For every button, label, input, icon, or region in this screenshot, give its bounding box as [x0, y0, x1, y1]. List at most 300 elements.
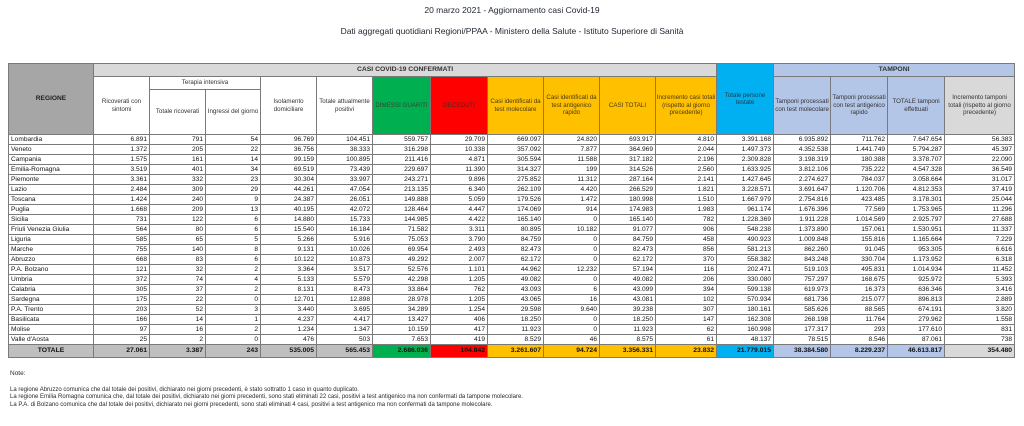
table-row: [9, 145, 1015, 155]
value-cell: 8: [206, 245, 261, 255]
value-cell: 2.493: [431, 245, 488, 255]
value-cell: 8.229.237: [831, 345, 888, 358]
value-cell: 37: [150, 285, 206, 295]
col-header-casi-totali: CASI TOTALI: [600, 77, 656, 135]
value-cell: 52: [150, 305, 206, 315]
value-cell: 157.061: [831, 225, 888, 235]
value-cell: 49.082: [600, 275, 656, 285]
value-cell: 519.103: [774, 265, 831, 275]
value-cell: 61: [656, 335, 717, 345]
value-cell: 7.877: [544, 145, 600, 155]
col-header-tamponi-totale: TOTALE tamponi effettuati: [888, 77, 945, 135]
value-cell: 5: [206, 235, 261, 245]
value-cell: 668: [94, 255, 150, 265]
value-cell: 1.101: [431, 265, 488, 275]
table-row: [9, 275, 1015, 285]
value-cell: 9: [206, 195, 261, 205]
value-cell: 10.159: [373, 325, 431, 335]
value-cell: 161: [150, 155, 206, 165]
value-cell: 275.852: [488, 175, 544, 185]
value-cell: 8.131: [261, 285, 317, 295]
value-cell: 1.424: [94, 195, 150, 205]
value-cell: 6.891: [94, 135, 150, 145]
value-cell: 18.250: [600, 315, 656, 325]
col-header-dimessi-guariti: DIMESSI GUARITI: [373, 77, 431, 135]
value-cell: 1.120.706: [831, 185, 888, 195]
value-cell: 23.832: [656, 345, 717, 358]
table-row: [9, 315, 1015, 325]
col-header-tamponi-molecolare: Tamponi processati con test molecolare: [774, 77, 831, 135]
value-cell: 1.667.979: [717, 195, 774, 205]
value-cell: 490.923: [717, 235, 774, 245]
value-cell: 11.452: [945, 265, 1015, 275]
value-cell: 5.916: [317, 235, 373, 245]
region-name-cell: Marche: [9, 245, 94, 255]
value-cell: 4.352.538: [774, 145, 831, 155]
region-name-cell: Sardegna: [9, 295, 94, 305]
value-cell: 354.480: [945, 345, 1015, 358]
value-cell: 314.526: [600, 165, 656, 175]
value-cell: 116: [656, 265, 717, 275]
value-cell: 104.842: [431, 345, 488, 358]
value-cell: 11.588: [544, 155, 600, 165]
value-cell: 1.821: [656, 185, 717, 195]
value-cell: 401: [150, 165, 206, 175]
value-cell: 46: [544, 335, 600, 345]
value-cell: 4.422: [431, 215, 488, 225]
value-cell: 406: [431, 315, 488, 325]
value-cell: 3.695: [317, 305, 373, 315]
value-cell: 906: [656, 225, 717, 235]
value-cell: 88.565: [831, 305, 888, 315]
value-cell: 16: [544, 295, 600, 305]
value-cell: 3.198.319: [774, 155, 831, 165]
value-cell: 1.530.951: [888, 225, 945, 235]
table-row: [9, 255, 1015, 265]
region-name-cell: P.A. Bolzano: [9, 265, 94, 275]
value-cell: 174.983: [600, 205, 656, 215]
value-cell: 731: [94, 215, 150, 225]
value-cell: 317.182: [600, 155, 656, 165]
value-cell: 1.228.369: [717, 215, 774, 225]
value-cell: 8.575: [600, 335, 656, 345]
value-cell: 843.248: [774, 255, 831, 265]
value-cell: 24.820: [544, 135, 600, 145]
value-cell: 314.327: [488, 165, 544, 175]
value-cell: 49.082: [488, 275, 544, 285]
value-cell: 266.529: [600, 185, 656, 195]
value-cell: 44.261: [261, 185, 317, 195]
value-cell: 34: [206, 165, 261, 175]
value-cell: 74: [150, 275, 206, 285]
value-cell: 762: [431, 285, 488, 295]
value-cell: 1.510: [656, 195, 717, 205]
value-cell: 419: [431, 335, 488, 345]
value-cell: 21.779.015: [717, 345, 774, 358]
value-cell: 279.962: [888, 315, 945, 325]
value-cell: 4: [206, 275, 261, 285]
table-row: [9, 225, 1015, 235]
value-cell: 6: [206, 255, 261, 265]
region-name-cell: Friuli Venezia Giulia: [9, 225, 94, 235]
region-name-cell: Puglia: [9, 205, 94, 215]
value-cell: 961.174: [717, 205, 774, 215]
band-tamponi: TAMPONI: [774, 64, 1015, 77]
value-cell: 6.935.892: [774, 135, 831, 145]
value-cell: 26.051: [317, 195, 373, 205]
value-cell: 669.097: [488, 135, 544, 145]
value-cell: 65: [150, 235, 206, 245]
value-cell: 11.923: [600, 325, 656, 335]
value-cell: 738: [945, 335, 1015, 345]
value-cell: 11.312: [544, 175, 600, 185]
table-row: [9, 305, 1015, 315]
value-cell: 1.205: [431, 295, 488, 305]
value-cell: 9.896: [431, 175, 488, 185]
value-cell: 121: [94, 265, 150, 275]
value-cell: 2.925.797: [888, 215, 945, 225]
value-cell: 11.764: [831, 315, 888, 325]
value-cell: 38.333: [317, 145, 373, 155]
value-cell: 162.308: [717, 315, 774, 325]
value-cell: 213.135: [373, 185, 431, 195]
table-row: [9, 135, 1015, 145]
value-cell: 305: [94, 285, 150, 295]
value-cell: 1.575: [94, 155, 150, 165]
value-cell: 43.065: [488, 295, 544, 305]
value-cell: 0: [544, 235, 600, 245]
value-cell: 6: [206, 225, 261, 235]
col-header-casi-molecolare: Casi identificati da test molecolare: [488, 77, 544, 135]
report-header: [0, 5, 1024, 36]
value-cell: 240: [150, 195, 206, 205]
value-cell: 495.831: [831, 265, 888, 275]
value-cell: 1.911.228: [774, 215, 831, 225]
region-name-cell: Lombardia: [9, 135, 94, 145]
value-cell: 205: [150, 145, 206, 155]
value-cell: 1.014.569: [831, 215, 888, 225]
value-cell: 3.416: [945, 285, 1015, 295]
value-cell: 2.686.036: [373, 345, 431, 358]
value-cell: 896.813: [888, 295, 945, 305]
col-header-deceduti: DECEDUTI: [431, 77, 488, 135]
col-header-persone-testate: Totale persone testate: [717, 64, 774, 135]
value-cell: 2.484: [94, 185, 150, 195]
value-cell: 1.472: [544, 195, 600, 205]
value-cell: 5.579: [317, 275, 373, 285]
value-cell: 100.895: [317, 155, 373, 165]
value-cell: 1.753.965: [888, 205, 945, 215]
value-cell: 619.973: [774, 285, 831, 295]
value-cell: 2.754.816: [774, 195, 831, 205]
value-cell: 0: [544, 325, 600, 335]
page-title: 20 marzo 2021 - Aggiornamento casi Covid-19: [424, 5, 600, 15]
value-cell: 16.373: [831, 285, 888, 295]
value-cell: 96.769: [261, 135, 317, 145]
region-name-cell: TOTALE: [9, 345, 94, 358]
value-cell: 165.140: [600, 215, 656, 225]
notes-heading: Note:: [10, 370, 26, 377]
value-cell: 6: [206, 215, 261, 225]
value-cell: 45.397: [945, 145, 1015, 155]
value-cell: 1: [206, 315, 261, 325]
value-cell: 9.640: [544, 305, 600, 315]
value-cell: 69.519: [261, 165, 317, 175]
value-cell: 372: [94, 275, 150, 285]
value-cell: 7.653: [373, 335, 431, 345]
value-cell: 581.213: [717, 245, 774, 255]
value-cell: 3.519: [94, 165, 150, 175]
value-cell: 0: [544, 275, 600, 285]
value-cell: 10.873: [317, 255, 373, 265]
value-cell: 3.361: [94, 175, 150, 185]
value-cell: 3.440: [261, 305, 317, 315]
value-cell: 15.540: [261, 225, 317, 235]
value-cell: 914: [544, 205, 600, 215]
value-cell: 202.471: [717, 265, 774, 275]
value-cell: 24.387: [261, 195, 317, 205]
region-name-cell: Valle d'Aosta: [9, 335, 94, 345]
value-cell: 2.274.627: [774, 175, 831, 185]
value-cell: 1.234: [261, 325, 317, 335]
value-cell: 174.069: [488, 205, 544, 215]
value-cell: 13: [206, 205, 261, 215]
value-cell: 1.165.664: [888, 235, 945, 245]
region-name-cell: Liguria: [9, 235, 94, 245]
value-cell: 831: [945, 325, 1015, 335]
value-cell: 305.594: [488, 155, 544, 165]
value-cell: 34.289: [373, 305, 431, 315]
value-cell: 1.558: [945, 315, 1015, 325]
value-cell: 364.969: [600, 145, 656, 155]
value-cell: 4.810: [656, 135, 717, 145]
value-cell: 206: [656, 275, 717, 285]
note-line: La regione Emilia Romagna comunica che, dal totale dei positivi, dichiarato nei giorni precedenti, sono stati eliminati 22 casi, positivi a test antigenico ma non confermati da tampone molecolare.: [10, 394, 523, 401]
value-cell: 2.044: [656, 145, 717, 155]
value-cell: 160.998: [717, 325, 774, 335]
value-cell: 4.420: [544, 185, 600, 195]
value-cell: 128.464: [373, 205, 431, 215]
value-cell: 84.759: [600, 235, 656, 245]
value-cell: 54: [206, 135, 261, 145]
notes-section: [10, 370, 523, 409]
value-cell: 177.317: [774, 325, 831, 335]
value-cell: 180.161: [717, 305, 774, 315]
table-row: [9, 165, 1015, 175]
region-name-cell: Sicilia: [9, 215, 94, 225]
value-cell: 2.309.828: [717, 155, 774, 165]
value-cell: 570.934: [717, 295, 774, 305]
value-cell: 2.196: [656, 155, 717, 165]
value-cell: 38.384.580: [774, 345, 831, 358]
page-subtitle: Dati aggregati quotidiani Regioni/PPAA - Ministero della Salute - Istituto Superiore di Sanità: [340, 26, 684, 36]
value-cell: 39.238: [600, 305, 656, 315]
value-cell: 62.172: [600, 255, 656, 265]
value-cell: 243: [206, 345, 261, 358]
value-cell: 52.576: [373, 265, 431, 275]
value-cell: 11.390: [431, 165, 488, 175]
value-cell: 3.178.301: [888, 195, 945, 205]
value-cell: 22: [206, 145, 261, 155]
value-cell: 22.090: [945, 155, 1015, 165]
value-cell: 564: [94, 225, 150, 235]
value-cell: 10.026: [317, 245, 373, 255]
value-cell: 4.237: [261, 315, 317, 325]
value-cell: 330.080: [717, 275, 774, 285]
value-cell: 25.044: [945, 195, 1015, 205]
value-cell: 29.709: [431, 135, 488, 145]
value-cell: 104.451: [317, 135, 373, 145]
col-header-attualmente-positivi: Totale attualmente positivi: [317, 77, 373, 135]
value-cell: 711.762: [831, 135, 888, 145]
col-header-incremento-tamponi: Incremento tamponi totali (rispetto al giorno precedente): [945, 77, 1015, 135]
value-cell: 69.954: [373, 245, 431, 255]
col-header-incremento-casi: Incremento casi totali (rispetto al giorno precedente): [656, 77, 717, 135]
value-cell: 33.864: [373, 285, 431, 295]
value-cell: 4.447: [431, 205, 488, 215]
region-name-cell: Campania: [9, 155, 94, 165]
value-cell: 599.138: [717, 285, 774, 295]
value-cell: 83: [150, 255, 206, 265]
value-cell: 229.697: [373, 165, 431, 175]
value-cell: 149.888: [373, 195, 431, 205]
value-cell: 862.260: [774, 245, 831, 255]
value-cell: 37.419: [945, 185, 1015, 195]
value-cell: 62: [656, 325, 717, 335]
value-cell: 40.195: [261, 205, 317, 215]
value-cell: 287.164: [600, 175, 656, 185]
value-cell: 4.812.353: [888, 185, 945, 195]
value-cell: 11.296: [945, 205, 1015, 215]
value-cell: 44.962: [488, 265, 544, 275]
col-header-ti-ingressi: Ingressi del giorno: [206, 90, 261, 135]
value-cell: 3.691.647: [774, 185, 831, 195]
value-cell: 91.045: [831, 245, 888, 255]
value-cell: 165.140: [488, 215, 544, 225]
region-name-cell: Basilicata: [9, 315, 94, 325]
value-cell: 32: [150, 265, 206, 275]
region-name-cell: Umbria: [9, 275, 94, 285]
value-cell: 558.382: [717, 255, 774, 265]
value-cell: 423.485: [831, 195, 888, 205]
value-cell: 47.054: [317, 185, 373, 195]
value-cell: 6: [544, 285, 600, 295]
band-terapia-intensiva: Terapia intensiva: [150, 77, 261, 90]
value-cell: 1.205: [431, 275, 488, 285]
value-cell: 357.092: [488, 145, 544, 155]
value-cell: 585: [94, 235, 150, 245]
value-cell: 179.526: [488, 195, 544, 205]
value-cell: 3.058.664: [888, 175, 945, 185]
value-cell: 417: [431, 325, 488, 335]
value-cell: 75.053: [373, 235, 431, 245]
value-cell: 1.983: [656, 205, 717, 215]
value-cell: 18.250: [488, 315, 544, 325]
value-cell: 1.668: [94, 205, 150, 215]
note-line: La regione Abruzzo comunica che dal totale dei positivi, dichiarato nei giorni precedenti, è stato sottratto 1 caso in quanto duplicato.: [10, 387, 359, 393]
value-cell: 1.441.749: [831, 145, 888, 155]
value-cell: 11.337: [945, 225, 1015, 235]
value-cell: 5.059: [431, 195, 488, 205]
table-row: [9, 285, 1015, 295]
value-cell: 293: [831, 325, 888, 335]
value-cell: 94.724: [544, 345, 600, 358]
value-cell: 43.099: [600, 285, 656, 295]
value-cell: 77.569: [831, 205, 888, 215]
value-cell: 80.895: [488, 225, 544, 235]
value-cell: 370: [656, 255, 717, 265]
value-cell: 203: [94, 305, 150, 315]
value-cell: 925.972: [888, 275, 945, 285]
value-cell: 1.009.848: [774, 235, 831, 245]
value-cell: 99.159: [261, 155, 317, 165]
value-cell: 565.453: [317, 345, 373, 358]
value-cell: 10.182: [544, 225, 600, 235]
value-cell: 2.560: [656, 165, 717, 175]
value-cell: 12.701: [261, 295, 317, 305]
region-name-cell: Toscana: [9, 195, 94, 205]
value-cell: 309: [150, 185, 206, 195]
value-cell: 2.007: [431, 255, 488, 265]
value-cell: 27.061: [94, 345, 150, 358]
value-cell: 6.340: [431, 185, 488, 195]
col-header-tamponi-antigenico: Tamponi processati con test antigenico rapido: [831, 77, 888, 135]
value-cell: 71.582: [373, 225, 431, 235]
value-cell: 175: [94, 295, 150, 305]
table-body: [9, 135, 1015, 358]
value-cell: 82.473: [600, 245, 656, 255]
value-cell: 13.427: [373, 315, 431, 325]
value-cell: 332: [150, 175, 206, 185]
table-row: [9, 215, 1015, 225]
value-cell: 8.473: [317, 285, 373, 295]
value-cell: 144.985: [373, 215, 431, 225]
value-cell: 476: [261, 335, 317, 345]
region-name-cell: Calabria: [9, 285, 94, 295]
region-name-cell: Emilia-Romagna: [9, 165, 94, 175]
value-cell: 307: [656, 305, 717, 315]
value-cell: 14: [206, 155, 261, 165]
value-cell: 458: [656, 235, 717, 245]
value-cell: 2.141: [656, 175, 717, 185]
value-cell: 1.427.645: [717, 175, 774, 185]
value-cell: 5.266: [261, 235, 317, 245]
value-cell: 80: [150, 225, 206, 235]
value-cell: 73.439: [317, 165, 373, 175]
value-cell: 28.978: [373, 295, 431, 305]
value-cell: 10.338: [431, 145, 488, 155]
value-cell: 211.416: [373, 155, 431, 165]
value-cell: 7.229: [945, 235, 1015, 245]
value-cell: 16.184: [317, 225, 373, 235]
value-cell: 2: [206, 325, 261, 335]
value-cell: 56.383: [945, 135, 1015, 145]
value-cell: 243.271: [373, 175, 431, 185]
value-cell: 78.515: [774, 335, 831, 345]
value-cell: 147: [656, 315, 717, 325]
value-cell: 155.816: [831, 235, 888, 245]
value-cell: 15.733: [317, 215, 373, 225]
value-cell: 2.889: [945, 295, 1015, 305]
value-cell: 1.372: [94, 145, 150, 155]
value-cell: 14: [150, 315, 206, 325]
value-cell: 0: [544, 215, 600, 225]
table-row: [9, 245, 1015, 255]
value-cell: 4.547.328: [888, 165, 945, 175]
value-cell: 43.093: [488, 285, 544, 295]
value-cell: 262.109: [488, 185, 544, 195]
value-cell: 330.704: [831, 255, 888, 265]
